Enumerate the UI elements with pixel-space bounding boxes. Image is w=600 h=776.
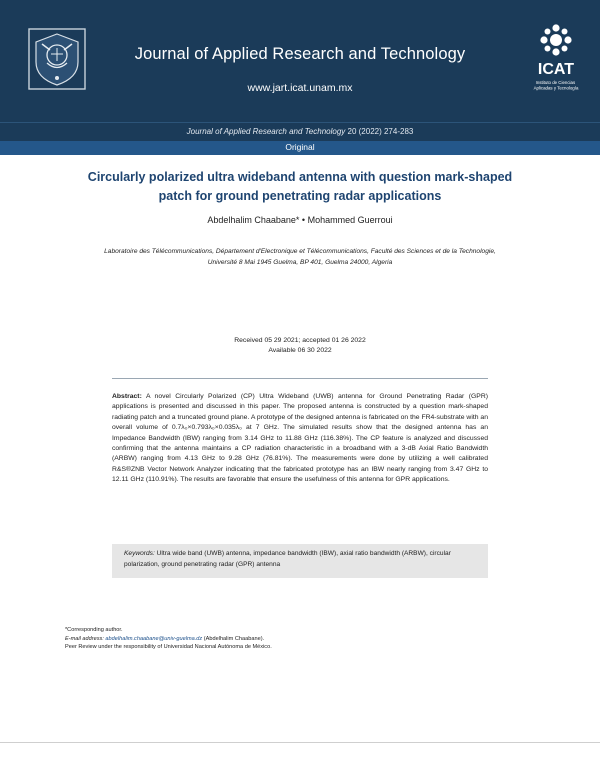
article-type: Original xyxy=(0,141,600,155)
keywords-label: Keywords: xyxy=(124,550,155,557)
journal-title: Journal of Applied Research and Technology xyxy=(134,45,466,63)
svg-text:Instituto de Ciencias Ap: Instituto de Ciencias Aplicadas y Tecnología xyxy=(533,80,579,91)
email-label: E-mail address: xyxy=(65,635,104,642)
received-date: Received 05 29 2021; accepted 01 26 2022 xyxy=(234,337,366,344)
available-date: Available 06 30 2022 xyxy=(268,347,332,354)
icat-logo-text: ICAT xyxy=(537,61,575,78)
citation-details: 20 (2022) 274-283 xyxy=(347,127,414,136)
authors: Abdelhalim Chaabane* • Mohammed Guerroui xyxy=(207,215,393,225)
bottom-divider xyxy=(0,742,600,743)
citation-journal: Journal of Applied Research and Technology xyxy=(186,127,346,136)
affiliation: Laboratoire des Télécommunications, Département d'Electronique et Télécommunications, Faculté des Sciences et de la Technologie, Université 8 Mai 1945 Guelma, BP 401, Guelma 24000, Algeria xyxy=(104,248,496,266)
peer-review-note: Peer Review under the responsibility of Universidad Nacional Autónoma de México. xyxy=(65,644,272,650)
dates xyxy=(0,336,600,356)
email-link[interactable]: abdelhalim.chaabane@univ-guelma.dz xyxy=(105,635,203,642)
journal-url[interactable]: www.jart.icat.unam.mx xyxy=(247,82,353,94)
footnotes xyxy=(65,626,272,652)
article-title: Circularly polarized ultra wideband antenna with question mark-shaped patch for ground penetrating radar applications xyxy=(87,170,513,203)
icat-logo xyxy=(527,22,585,104)
email-owner: (Abdelhalim Chaabane). xyxy=(203,635,265,642)
journal-header xyxy=(0,0,600,122)
keywords-text: Ultra wide band (UWB) antenna, impedance bandwidth (IBW), axial ratio bandwidth (ARBW), circular polarization, ground penetrating radar (GPR) antenna xyxy=(124,550,451,568)
keywords-box xyxy=(112,544,488,578)
citation-line xyxy=(0,122,600,141)
corresponding-author-note: *Corresponding author. xyxy=(65,627,123,633)
abstract-text: A novel Circularly Polarized (CP) Ultra Wideband (UWB) antenna for Ground Penetrating Radar (GPR) applications is presented and discussed in this paper. The proposed antenna is constructed by a question mark-shaped radiating patch and a truncated ground plane. A prototype of the designed antenna is fabricated on the FR4-substrate with an overall volume of 0.7λ₀×0.793λ₀×0.035λ₀ at 7 GHz. The simulated results show that the designed antenna has an Impedance Bandwidth (IBW) ranging from 3.14 GHz to 11.88 GHz (116.38%). The CP feature is analyzed and discussed confirming that the antenna maintains a CP radiation characteristic in a broadband with a 3-dB Axial Ratio Bandwidth (ARBW) ranging from 4.13 GHz to 9.28 GHz (76.81%). The measurements were done by utilizing a well calibrated R&S®ZNB Vector Network Analyzer indicating that the fabricated prototype has an IBW nearly ranging from 3.47 GHz to 12.11 GHz (110.91%). The results are favorable that ensure the usefulness of this antenna for GPR applications. xyxy=(112,393,488,484)
abstract xyxy=(112,378,488,486)
email-line xyxy=(65,635,272,644)
abstract-label: Abstract: xyxy=(112,393,142,400)
